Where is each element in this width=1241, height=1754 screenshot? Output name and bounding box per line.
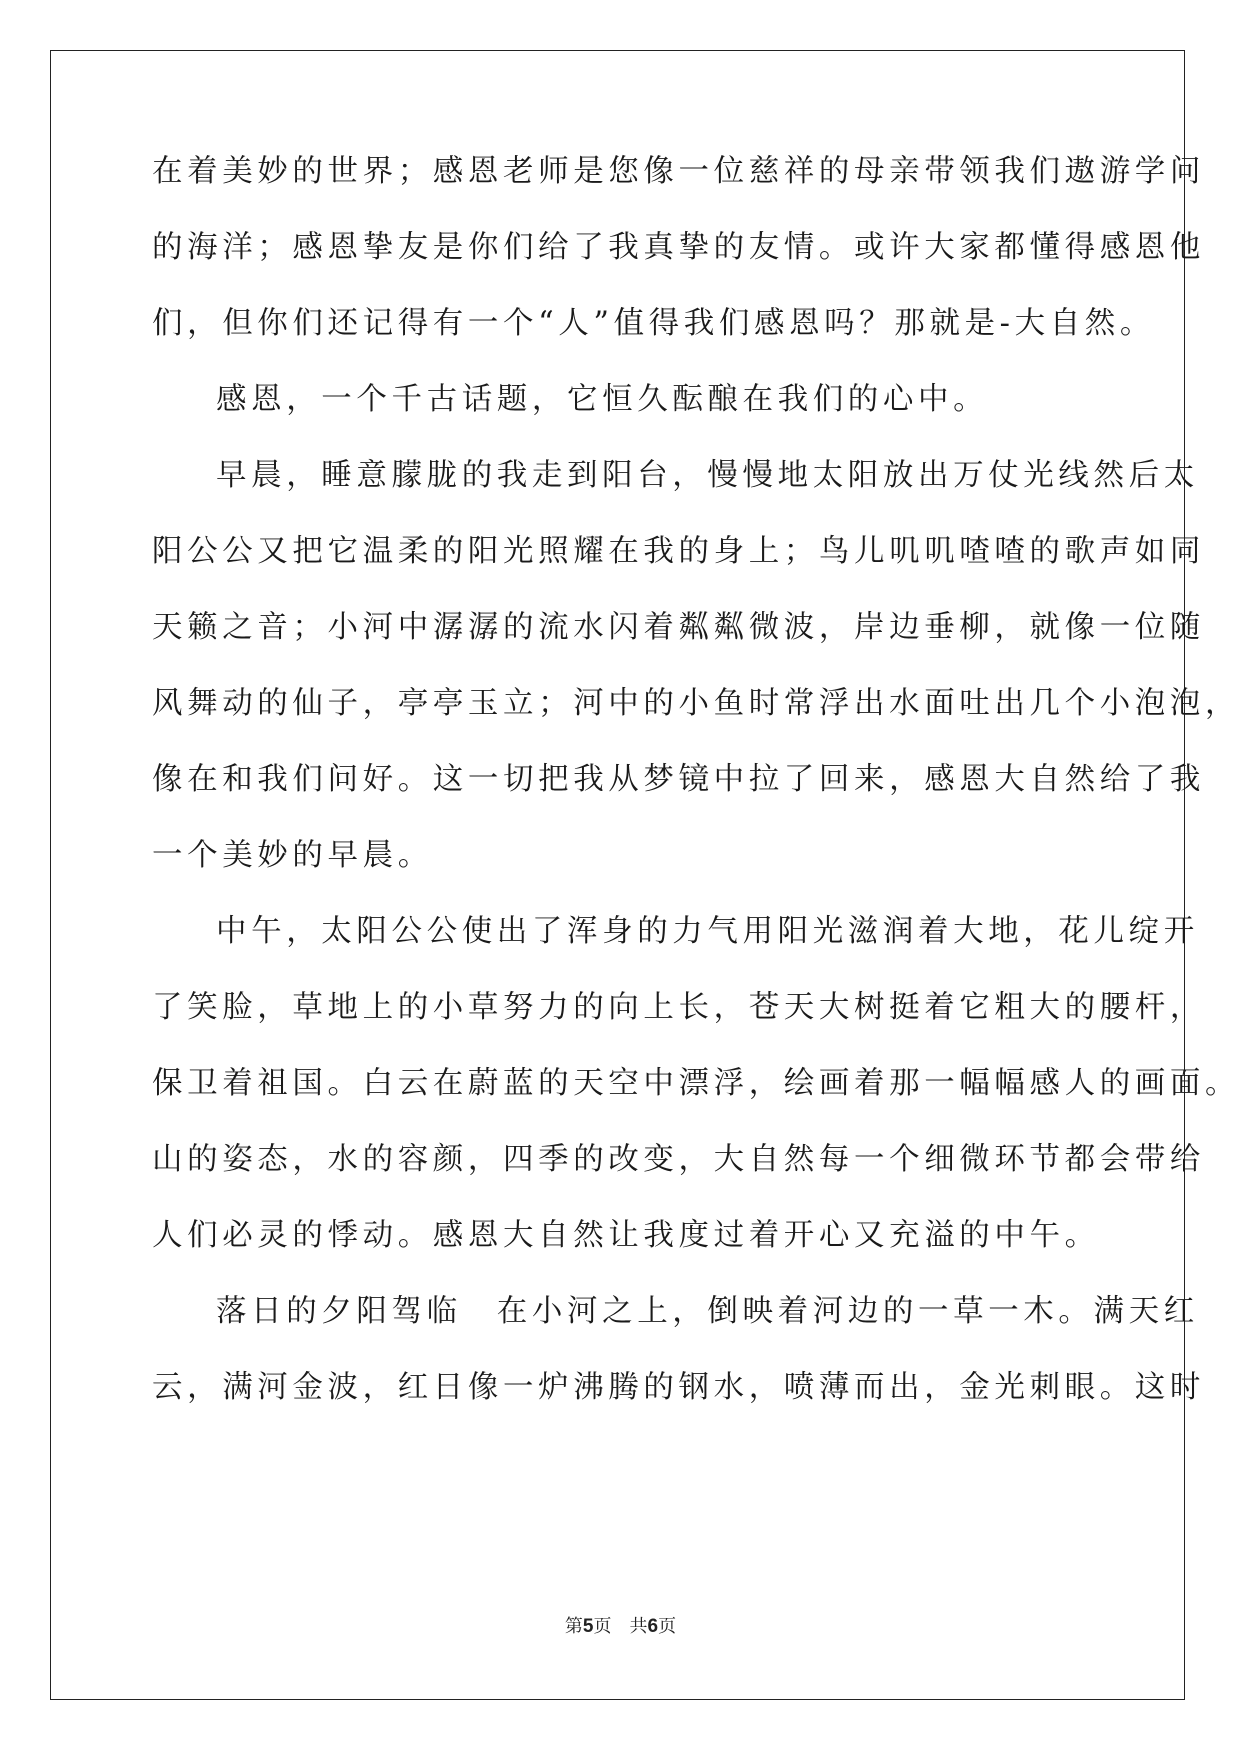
paragraph-first-line: 中午，太阳公公使出了浑身的力气用阳光滋润着大地，花儿绽开 (216, 914, 1199, 949)
page-border (50, 50, 1185, 1700)
paragraph-first-line: 感恩，一个千古话题，它恒久酝酿在我们的心中。 (216, 382, 989, 417)
current-page-number: 5 (582, 1616, 594, 1637)
text-line: 在着美妙的世界；感恩老师是您像一位慈祥的母亲带领我们遨游学问 (152, 154, 1205, 189)
text-line: 阳公公又把它温柔的阳光照耀在我的身上；鸟儿叽叽喳喳的歌声如同 (152, 534, 1205, 569)
text-line: 天籁之音；小河中潺潺的流水闪着粼粼微波，岸边垂柳，就像一位随 (152, 610, 1205, 645)
footer-middle: 页 共 (593, 1616, 648, 1637)
text-line: 保卫着祖国。白云在蔚蓝的天空中漂浮，绘画着那一幅幅感人的画面。 (152, 1066, 1241, 1101)
text-line: 山的姿态，水的容颜，四季的改变，大自然每一个细微环节都会带给 (152, 1142, 1205, 1177)
text-line: 的海洋；感恩挚友是你们给了我真挚的友情。或许大家都懂得感恩他 (152, 230, 1205, 265)
text-line: 风舞动的仙子，亭亭玉立；河中的小鱼时常浮出水面吐出几个小泡泡， (152, 686, 1241, 721)
footer-prefix: 第 (564, 1616, 583, 1637)
text-line: 像在和我们问好。这一切把我从梦镜中拉了回来，感恩大自然给了我 (152, 762, 1205, 797)
total-page-number: 6 (647, 1616, 659, 1637)
page-footer (0, 1612, 1241, 1638)
paragraph-first-line: 早晨，睡意朦胧的我走到阳台，慢慢地太阳放出万仗光线然后太 (216, 458, 1199, 493)
text-line: 人们必灵的悸动。感恩大自然让我度过着开心又充溢的中午。 (152, 1218, 1100, 1253)
text-line: 云，满河金波，红日像一炉沸腾的钢水，喷薄而出，金光刺眼。这时 (152, 1370, 1205, 1405)
paragraph-first-line: 落日的夕阳驾临 在小河之上，倒映着河边的一草一木。满天红 (216, 1294, 1199, 1329)
text-line: 了笑脸，草地上的小草努力的向上长，苍天大树挺着它粗大的腰杆， (152, 990, 1205, 1025)
text-line: 们，但你们还记得有一个“人”值得我们感恩吗？那就是-大自然。 (152, 306, 1155, 341)
footer-suffix: 页 (658, 1616, 677, 1637)
text-line: 一个美妙的早晨。 (152, 838, 433, 873)
